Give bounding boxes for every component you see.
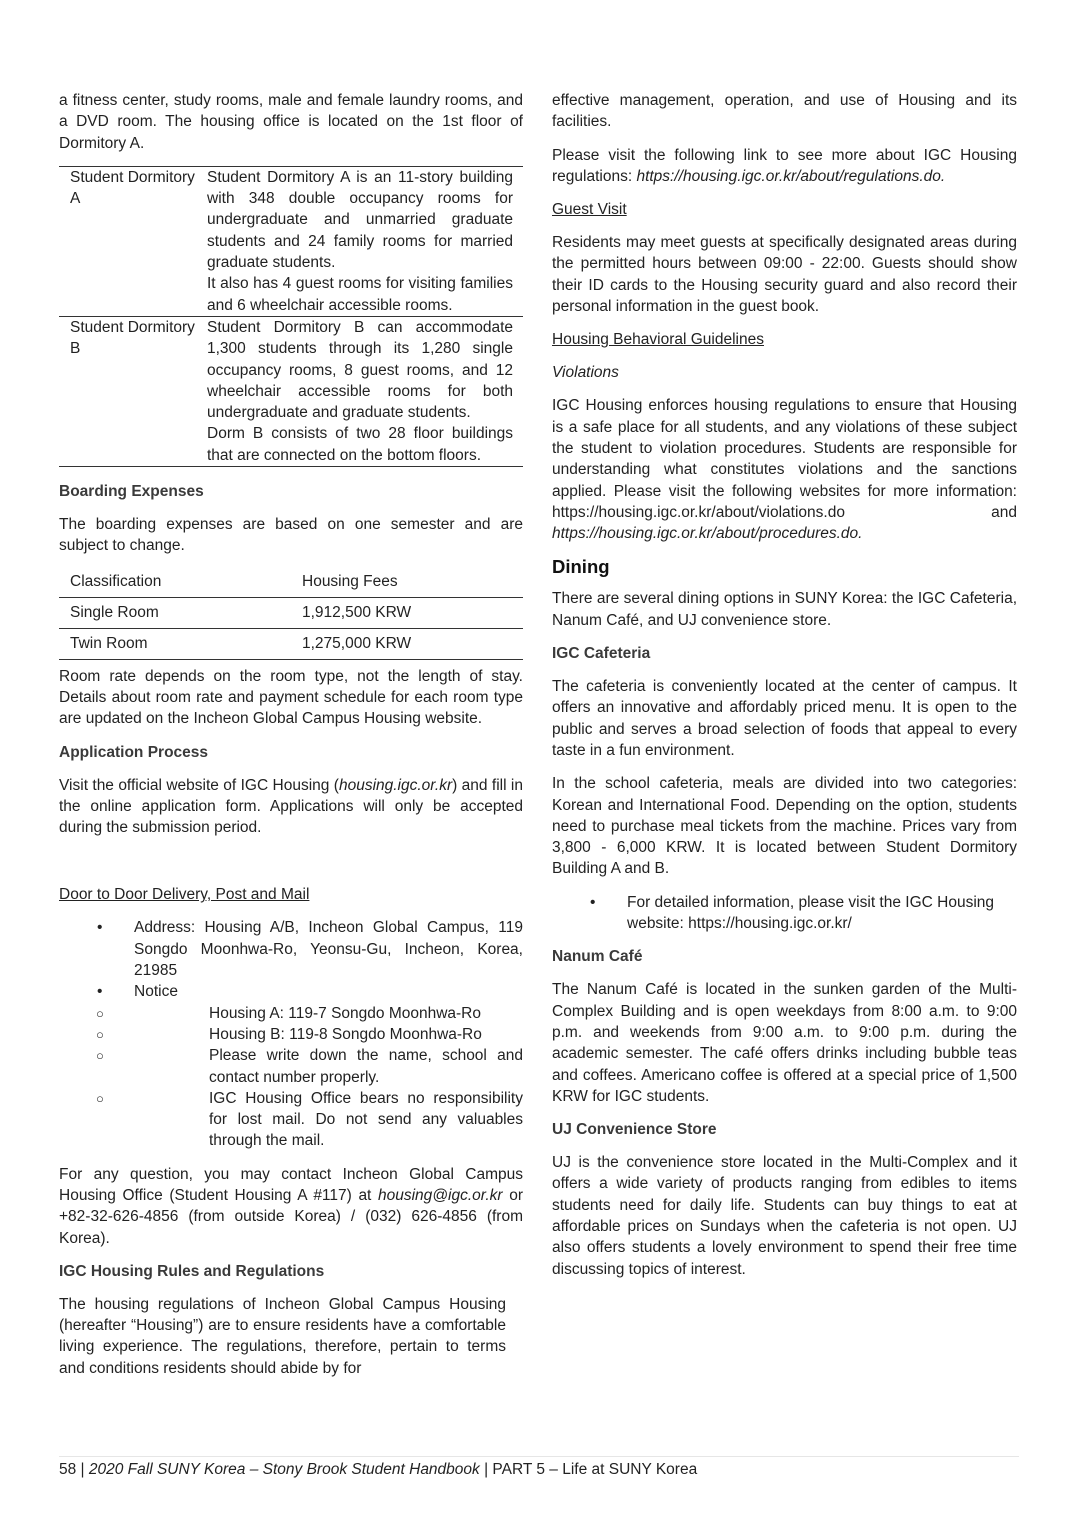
left-column xyxy=(59,90,523,1391)
intro-paragraph: a fitness center, study rooms, male and female laundry rooms, and a DVD room. The housing office is located on the 1st floor of Dormitory A. xyxy=(59,92,523,152)
nanum-heading: Nanum Café xyxy=(552,948,643,966)
dormitory-table xyxy=(59,166,523,467)
violations-text xyxy=(552,395,1017,544)
delivery-heading: Door to Door Delivery, Post and Mail xyxy=(59,886,310,904)
application-heading: Application Process xyxy=(59,743,209,761)
contact-text-post: or +82-32-626-4856 (from outside Korea) / (032) 626-4856 (from Korea). xyxy=(59,1186,523,1247)
uj-text: UJ is the convenience store located in the Multi-Complex and it offers a wide variety of products ranging from edibles to items students need for daily life. Students can buy things to eat at affordable prices on Sundays when the cafeteria is not open. UJ also offers students a lovely environment to spend their free time discussing topics of interest. xyxy=(552,1154,1017,1278)
dorm-a-label: Student Dormitory A xyxy=(70,168,195,208)
footer-section: | PART 5 – Life at SUNY Korea xyxy=(479,1461,698,1478)
fees-cell: Twin Room xyxy=(70,634,148,652)
table-row xyxy=(59,166,523,316)
handbook-title: 2020 Fall SUNY Korea – Stony Brook Student Handbook xyxy=(88,1461,480,1478)
dorm-b-description xyxy=(207,316,523,466)
dorm-a-line-1: Student Dormitory A is an 11-story building with 348 double occupancy rooms for undergraduate and unmarried graduate students and 24 family rooms for married graduate students. xyxy=(207,168,513,272)
delivery-list xyxy=(59,917,523,1151)
table-row xyxy=(59,597,523,628)
application-text-post: ) and fill in the online application form. Applications will only be accepted during the submission period. xyxy=(59,776,523,837)
fees-header-classification: Classification xyxy=(70,572,162,590)
boarding-text: The boarding expenses are based on one semester and are subject to change. xyxy=(59,516,523,555)
fees-header-row xyxy=(59,569,523,598)
list-item: ○ Please write down the name, school and contact number properly. xyxy=(59,1045,523,1088)
contact-text xyxy=(59,1164,523,1249)
cafeteria-list xyxy=(552,892,1017,935)
contact-email-link[interactable]: housing@igc.or.kr xyxy=(378,1186,503,1204)
contact-text-pre: For any question, you may contact Incheon Global Campus Housing Office (Student Housing A #117) at xyxy=(59,1165,523,1204)
dorm-b-line-1: Student Dormitory B can accommodate 1,300 students through its 1,280 single occupancy rooms, 8 guest rooms, and 12 wheelchair accessible rooms for both undergraduate and graduate students. xyxy=(207,318,513,422)
regulations-link[interactable]: https://housing.igc.or.kr/about/regulations.do. xyxy=(636,167,946,185)
fees-cell: 1,912,500 KRW xyxy=(302,603,412,621)
notice-label: Notice xyxy=(134,983,178,1001)
dining-text: There are several dining options in SUNY Korea: the IGC Cafeteria, Nanum Café, and UJ convenience store. xyxy=(552,590,1017,629)
application-text-pre: Visit the official website of IGC Housing ( xyxy=(59,776,339,794)
fees-cell: 1,275,000 KRW xyxy=(302,634,412,652)
list-item: ○ IGC Housing Office bears no responsibility for lost mail. Do not send any valuables through the mail. xyxy=(59,1088,523,1152)
notice-item xyxy=(59,981,523,1151)
guest-visit-text: Residents may meet guests at specifically designated areas during the permitted hours between 09:00 - 22:00. Guests should show their ID cards to the Housing security guard and also record their personal information in the guest book. xyxy=(552,234,1017,316)
table-row xyxy=(59,628,523,659)
dorm-a-description xyxy=(207,166,523,316)
list-item: ○ Housing B: 119-8 Songdo Moonhwa-Ro xyxy=(59,1024,523,1045)
behavior-heading: Housing Behavioral Guidelines xyxy=(552,331,764,349)
room-rate-text: Room rate depends on the room type, not the length of stay. Details about room rate and payment schedule for each room type are updated on the Incheon Global Campus Housing website. xyxy=(59,667,523,728)
address-item: • Address: Housing A/B, Incheon Global Campus, 119 Songdo Moonhwa-Ro, Yeonsu-Gu, Incheon, Korea, 21985 xyxy=(59,917,523,981)
boarding-heading: Boarding Expenses xyxy=(59,483,204,501)
notice-sublist xyxy=(59,1003,523,1152)
page-footer xyxy=(59,1460,697,1480)
rules-heading: IGC Housing Rules and Regulations xyxy=(59,1262,325,1280)
fees-header-fees: Housing Fees xyxy=(302,572,398,590)
regulations-text xyxy=(552,145,1017,188)
procedures-link[interactable]: https://housing.igc.or.kr/about/procedures.do. xyxy=(552,525,863,543)
fees-table xyxy=(59,569,523,660)
regulations-text-pre: Please visit the following link to see more about IGC Housing regulations: xyxy=(552,146,1017,185)
violations-heading: Violations xyxy=(552,364,619,382)
right-column xyxy=(552,90,1017,1292)
footer-separator: | xyxy=(76,1461,89,1478)
violations-text-pre: IGC Housing enforces housing regulations to ensure that Housing is a safe place for all students, and any violations of these subject the student to violation procedures. Students are responsible for understanding what constitutes violations and the sanctions applied. Please visit the following websites for more information: https://housing.igc.or.kr/about/violations.do and xyxy=(552,397,1017,521)
cafeteria-text-2: In the school cafeteria, meals are divided into two categories: Korean and International Food. Depending on the option, students need to purchase meal tickets from the machine. Prices vary from 3,800 - 6,000 KRW. It is located between Student Dormitory Building A and B. xyxy=(552,775,1017,878)
cafeteria-text-1: The cafeteria is conveniently located at the center of campus. It offers an innovative and affordably priced menu. It is open to the public and serves a broad selection of foods that appeal to every taste in a fun environment. xyxy=(552,678,1017,759)
rules-text: The housing regulations of Incheon Global Campus Housing (hereafter “Housing”) are to ensure residents have a comfortable living experience. The regulations, therefore, pertain to terms and conditions residents should abide by for xyxy=(59,1295,506,1377)
footer-divider xyxy=(59,1456,1019,1457)
cafeteria-heading: IGC Cafeteria xyxy=(552,645,651,663)
application-text xyxy=(59,775,523,839)
page-number: 58 xyxy=(59,1461,77,1478)
housing-website-link[interactable]: housing.igc.or.kr xyxy=(338,776,453,794)
guest-visit-heading: Guest Visit xyxy=(552,201,627,219)
uj-heading: UJ Convenience Store xyxy=(552,1121,717,1139)
dining-heading: Dining xyxy=(552,556,610,578)
dorm-a-line-2: It also has 4 guest rooms for visiting families and 6 wheelchair accessible rooms. xyxy=(207,275,513,314)
continued-text: effective management, operation, and use of Housing and its facilities. xyxy=(552,92,1017,131)
table-row xyxy=(59,316,523,466)
list-item: ○ Housing A: 119-7 Songdo Moonhwa-Ro xyxy=(59,1003,523,1024)
nanum-text: The Nanum Café is located in the sunken garden of the Multi-Complex Building and is open weekdays from 8:00 a.m. to 9:00 p.m. and weekends from 9:00 a.m. to 9:00 p.m. during the academic semester. The café offers drinks including bubble teas and coffees. Americano coffee is offered at a special price of 1,500 KRW for IGC students. xyxy=(552,981,1017,1105)
fees-cell: Single Room xyxy=(70,603,159,621)
dorm-b-label: Student Dormitory B xyxy=(70,318,195,358)
list-item: • For detailed information, please visit the IGC Housing website: https://housing.igc.or.kr/ xyxy=(552,892,1017,935)
dorm-b-line-2: Dorm B consists of two 28 floor buildings that are connected on the bottom floors. xyxy=(207,425,513,464)
